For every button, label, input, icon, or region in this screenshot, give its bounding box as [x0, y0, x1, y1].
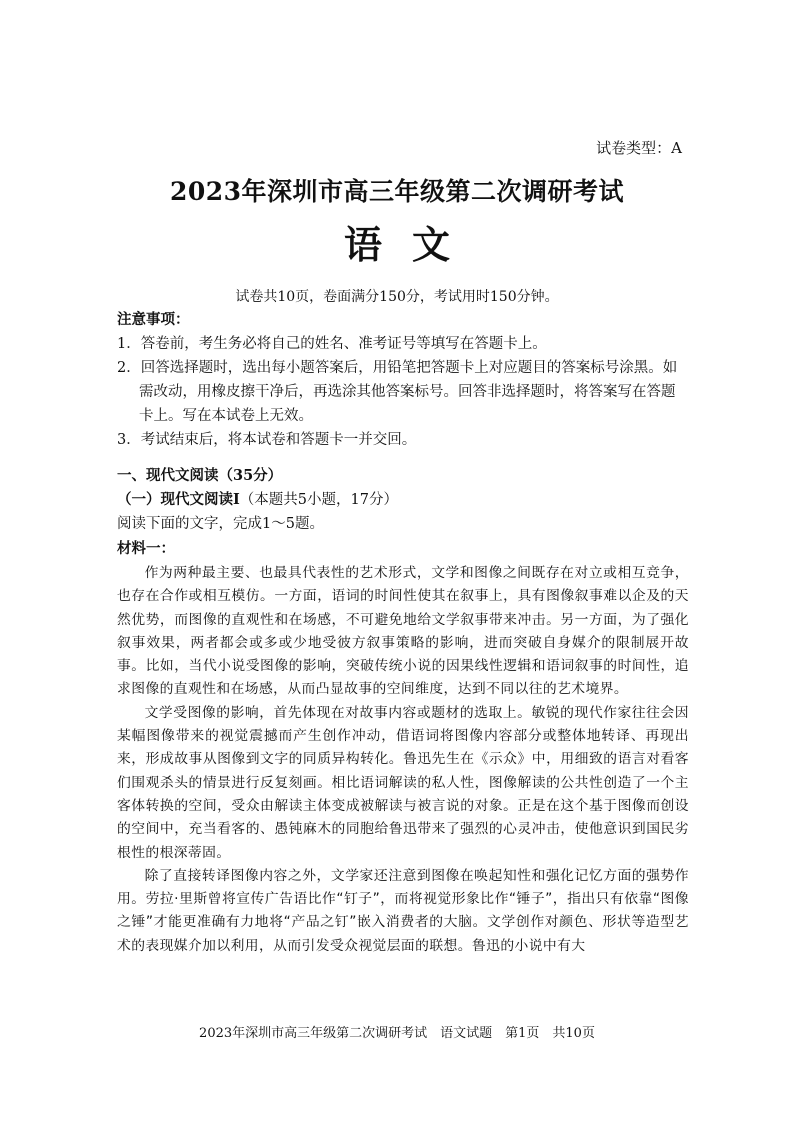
exam-content	[117, 307, 689, 958]
sub-heading-detail: （本题共5小题，17分）	[239, 492, 398, 508]
paper-type-label: 试卷类型：A	[596, 139, 682, 157]
page-footer: 2023年深圳市高三年级第二次调研考试 语文试题 第1页 共10页	[199, 1026, 595, 1041]
note-item: 2．回答选择题时，选出每小题答案后，用铅笔把答题卡上对应题目的答案标号涂黑。如需改动，用橡皮擦干净后，再选涂其他答案标号。回答非选择题时，将答案写在答题卡上。写在本试卷上无效。	[117, 360, 678, 424]
material-label: 材料一：	[117, 540, 175, 557]
note-item: 1．答卷前，考生务必将自己的姓名、准考证号等填写在答题卡上。	[117, 336, 547, 352]
passage-paragraph: 作为两种最主要、也最具代表性的艺术形式，文学和图像之间既存在对立或相互竞争，也存在合作或相互模仿。一方面，语词的时间性使其在叙事上，具有图像叙事难以企及的天然优势，而图像的直观性和在场感，不可避免地给文学叙事带来冲击。另一方面，为了强化叙事效果，两者都会或多或少地受彼方叙事策略的影响，进而突破自身媒介的限制展开故事。比如，当代小说受图像的影响，突破传统小说的因果线性逻辑和语词叙事的时间性，追求图像的直观性和在场感，从而凸显故事的空间维度，达到不同以往的艺术境界。	[117, 565, 689, 698]
passage-paragraph: 除了直接转译图像内容之外，文学家还注意到图像在唤起知性和强化记忆方面的强势作用。劳拉·里斯曾将宣传广告语比作“钉子”，而将视觉形象比作“锤子”，指出只有依靠“图像之锤”才能更准确有力地将“产品之钉”嵌入消费者的大脑。文学创作对颜色、形状等造型艺术的表现媒介加以利用，从而引发受众视觉层面的联想。鲁迅的小说中有大	[117, 867, 689, 954]
exam-title: 2023年深圳市高三年级第二次调研考试	[169, 177, 625, 206]
notes-heading: 注意事项：	[117, 311, 190, 328]
passage-paragraph: 文学受图像的影响，首先体现在对故事内容或题材的选取上。敏锐的现代作家往往会因某幅图像带来的视觉震撼而产生创作冲动，借语词将图像内容部分或整体地转译、再现出来，形成故事从图像到文字的同质异构转化。鲁迅先生在《示众》中，用细致的语言对看客们围观杀头的情景进行反复刻画。相比语词解读的私人性，图像解读的公共性创造了一个主客体转换的空间，受众由解读主体变成被解读与被言说的对象。正是在这个基于图像而创设的空间中，充当看客的、愚钝麻木的同胞给鲁迅带来了强烈的心灵冲击，使他意识到国民劣根性的根深蒂固。	[117, 704, 689, 861]
exam-info: 试卷共10页，卷面满分150分，考试用时150分钟。	[235, 289, 559, 305]
reading-instruction: 阅读下面的文字，完成1～5题。	[117, 516, 324, 532]
note-item: 3．考试结束后，将本试卷和答题卡一并交回。	[117, 432, 417, 448]
sub-heading	[117, 488, 689, 512]
sub-heading-title: （一）现代文阅读Ⅰ	[117, 491, 240, 508]
section-heading: 一、现代文阅读（35分）	[117, 467, 283, 484]
subject-title: 语文	[343, 222, 480, 267]
